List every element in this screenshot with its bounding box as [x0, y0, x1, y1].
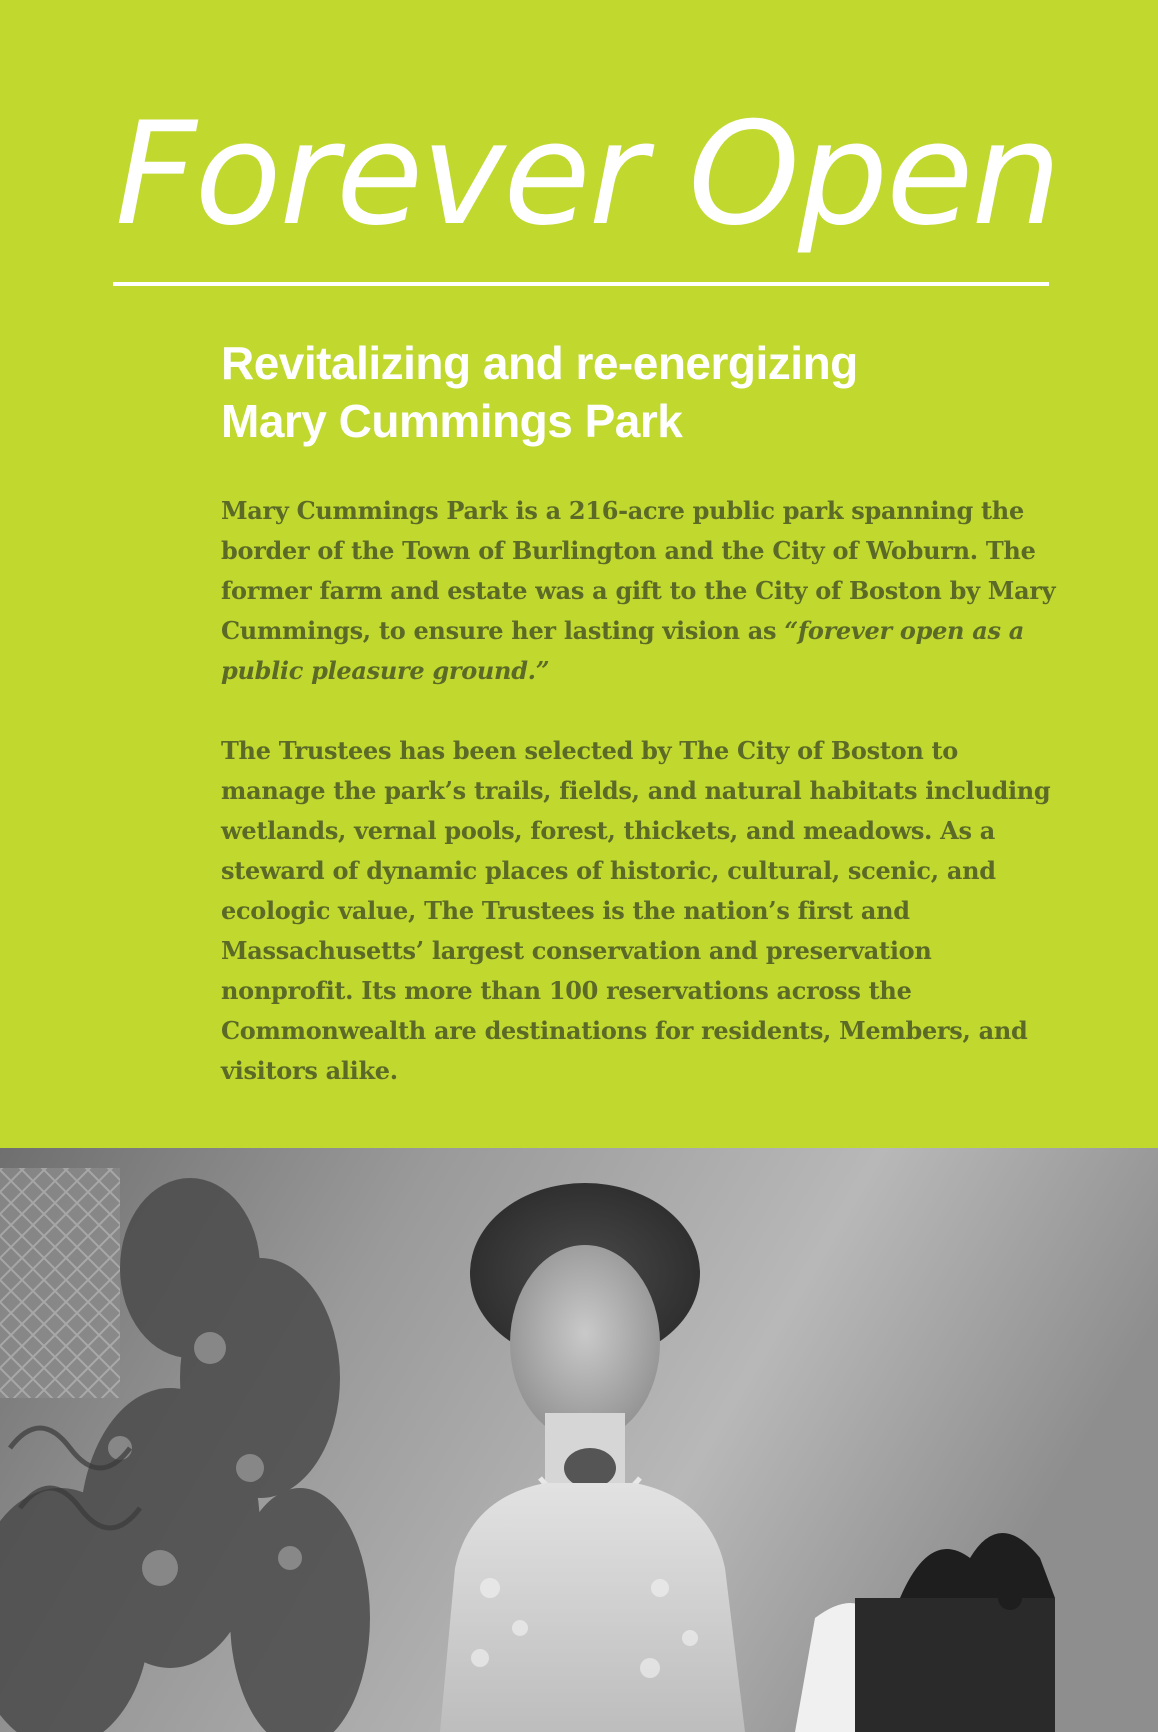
section-heading-line-1: Revitalizing and re-energizing — [221, 337, 858, 389]
section-heading — [221, 334, 1081, 450]
trustees-paragraph: The Trustees has been selected by The City of Boston to manage the park’s trails, fields, and natural habitats including wetlands, vernal pools, forest, thickets, and meadows. As a steward of dynamic places of historic, cultural, scenic, and ecologic value, The Trustees is the nation’s first and Massachusetts’ largest conservation and preservation nonprofit. Its more than 100 reservations across the Commonwealth are destinations for residents, Members, and visitors alike. — [221, 736, 1051, 1085]
section-heading-line-2: Mary Cummings Park — [221, 395, 683, 447]
intro-paragraph-text: Mary Cummings Park is a 216-acre public park spanning the border of the Town of Burlington and the City of Woburn. The former farm and estate was a gift to the City of Boston by Mary Cummings, to ensure her lasting vision as — [221, 496, 1056, 645]
intro-paragraph-quote: “forever open as a public pleasure ground.” — [221, 616, 1025, 685]
portrait-photo — [0, 1148, 1158, 1732]
title-divider — [113, 282, 1049, 286]
intro-paragraph — [221, 491, 1061, 691]
page-title: Forever Open — [115, 92, 1060, 257]
